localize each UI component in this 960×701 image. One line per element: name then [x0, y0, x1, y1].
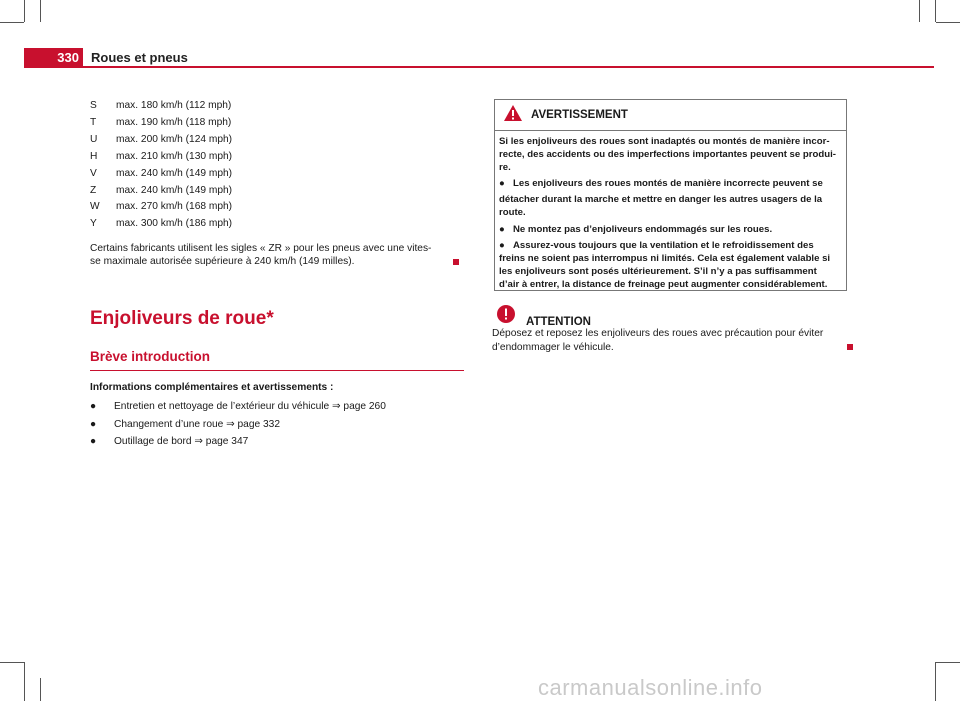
speed-row — [90, 183, 232, 200]
warning-title: AVERTISSEMENT — [531, 109, 628, 121]
attention-circle-icon — [496, 304, 516, 329]
warning-body — [495, 131, 846, 291]
bullet-icon: ● — [90, 436, 97, 447]
attention-title: ATTENTION — [526, 315, 591, 328]
list-item[interactable] — [90, 398, 386, 416]
speed-row — [90, 166, 232, 183]
speed-value: max. 200 km/h (124 mph) — [116, 133, 233, 145]
speed-row — [90, 98, 232, 115]
list-item[interactable] — [90, 433, 386, 451]
list-item-text: Entretien et nettoyage de l’extérieur du véhicule ⇒ page 260 — [114, 401, 386, 412]
bullet-icon: ● — [90, 401, 97, 412]
warning-line: d’air à entrer, la distance de freinage peut augmenter considérablement. — [499, 278, 828, 290]
intro-bold-text: Informations complémentaires et avertissements : — [90, 382, 334, 393]
speed-rating-table — [90, 98, 232, 233]
attention-line: d’endommager le véhicule. — [492, 341, 614, 353]
crop-mark — [40, 678, 41, 701]
speed-code: V — [90, 167, 97, 179]
section-end-mark — [847, 344, 853, 350]
zr-note-line: se maximale autorisée supérieure à 240 km/h (149 milles). — [90, 256, 355, 267]
warning-line: recte, des accidents ou des imperfections importantes peuvent se produi- — [499, 149, 836, 161]
warning-line: Si les enjoliveurs des roues sont inadaptés ou montés de manière incor- — [499, 136, 830, 147]
attention-text — [492, 327, 842, 354]
speed-code: T — [90, 116, 97, 128]
attention-header — [496, 304, 591, 329]
speed-row — [90, 216, 232, 233]
speed-code: Y — [90, 218, 97, 230]
crop-mark — [24, 662, 25, 701]
speed-row — [90, 199, 232, 216]
crop-mark — [936, 662, 960, 663]
speed-value: max. 240 km/h (149 mph) — [116, 167, 233, 179]
section-heading: Enjoliveurs de roue* — [90, 308, 274, 329]
zr-note — [90, 242, 431, 268]
warning-box — [494, 99, 847, 291]
warning-triangle-icon — [503, 104, 523, 127]
warning-bullet-continuation — [499, 193, 840, 219]
speed-row — [90, 132, 232, 149]
crop-mark — [935, 0, 936, 22]
speed-code: H — [90, 150, 98, 162]
warning-intro — [499, 135, 840, 174]
speed-code: Z — [90, 184, 97, 196]
warning-line: route. — [499, 207, 526, 219]
warning-line: les enjoliveurs sont posés ultérieurement. S’il n’y a pas suffisamment — [499, 265, 817, 277]
crop-mark — [919, 0, 920, 22]
speed-value: max. 180 km/h (112 mph) — [116, 100, 232, 111]
speed-value: max. 190 km/h (118 mph) — [116, 116, 232, 128]
attention-line: Déposez et reposez les enjoliveurs des roues avec précaution pour éviter — [492, 328, 824, 339]
bullet-icon: ● — [499, 239, 505, 251]
list-item[interactable] — [90, 416, 386, 434]
speed-value: max. 300 km/h (186 mph) — [116, 218, 233, 230]
speed-value: max. 210 km/h (130 mph) — [116, 150, 233, 162]
reference-list — [90, 398, 386, 451]
warning-line: freins ne soient pas interrompus ni limités. Cela est également valable si — [499, 252, 831, 264]
crop-mark — [935, 662, 936, 701]
warning-line: Ne montez pas d’enjoliveurs endommagés sur les roues. — [513, 223, 773, 235]
bullet-icon: ● — [499, 223, 505, 235]
zr-note-line: Certains fabricants utilisent les sigles « ZR » pour les pneus avec une vites- — [90, 243, 432, 254]
warning-bullet — [499, 177, 840, 190]
speed-row — [90, 149, 232, 166]
page-number: 330 — [24, 48, 83, 67]
list-item-text: Outillage de bord ⇒ page 347 — [114, 436, 249, 447]
list-item-text: Changement d’une roue ⇒ page 332 — [114, 418, 280, 430]
speed-code: U — [90, 133, 98, 145]
speed-code: S — [90, 100, 97, 111]
watermark: carmanualsonline.info — [538, 675, 763, 700]
warning-line: détacher durant la marche et mettre en danger les autres usagers de la — [499, 194, 823, 206]
crop-mark — [40, 0, 41, 22]
subsection-rule — [90, 370, 464, 371]
crop-mark — [24, 0, 25, 22]
speed-value: max. 240 km/h (149 mph) — [116, 184, 233, 196]
speed-code: W — [90, 201, 100, 213]
warning-line: Les enjoliveurs des roues montés de manière incorrecte peuvent se — [513, 178, 823, 190]
header-rule — [24, 66, 934, 68]
warning-bullet-continuation — [499, 252, 840, 291]
warning-line: re. — [499, 162, 511, 174]
warning-line: Assurez-vous toujours que la ventilation et le refroidissement des — [513, 239, 814, 251]
crop-mark — [0, 662, 24, 663]
crop-mark — [936, 22, 960, 23]
bullet-icon: ● — [499, 178, 505, 190]
bullet-icon: ● — [90, 418, 97, 430]
header-section-title: Roues et pneus — [91, 50, 188, 65]
speed-row — [90, 115, 232, 132]
warning-bullet — [499, 223, 840, 236]
warning-bullet — [499, 239, 840, 252]
warning-header — [495, 100, 846, 131]
crop-mark — [0, 22, 24, 23]
subsection-heading: Brève introduction — [90, 349, 211, 364]
speed-value: max. 270 km/h (168 mph) — [116, 201, 233, 213]
section-end-mark — [453, 259, 459, 265]
